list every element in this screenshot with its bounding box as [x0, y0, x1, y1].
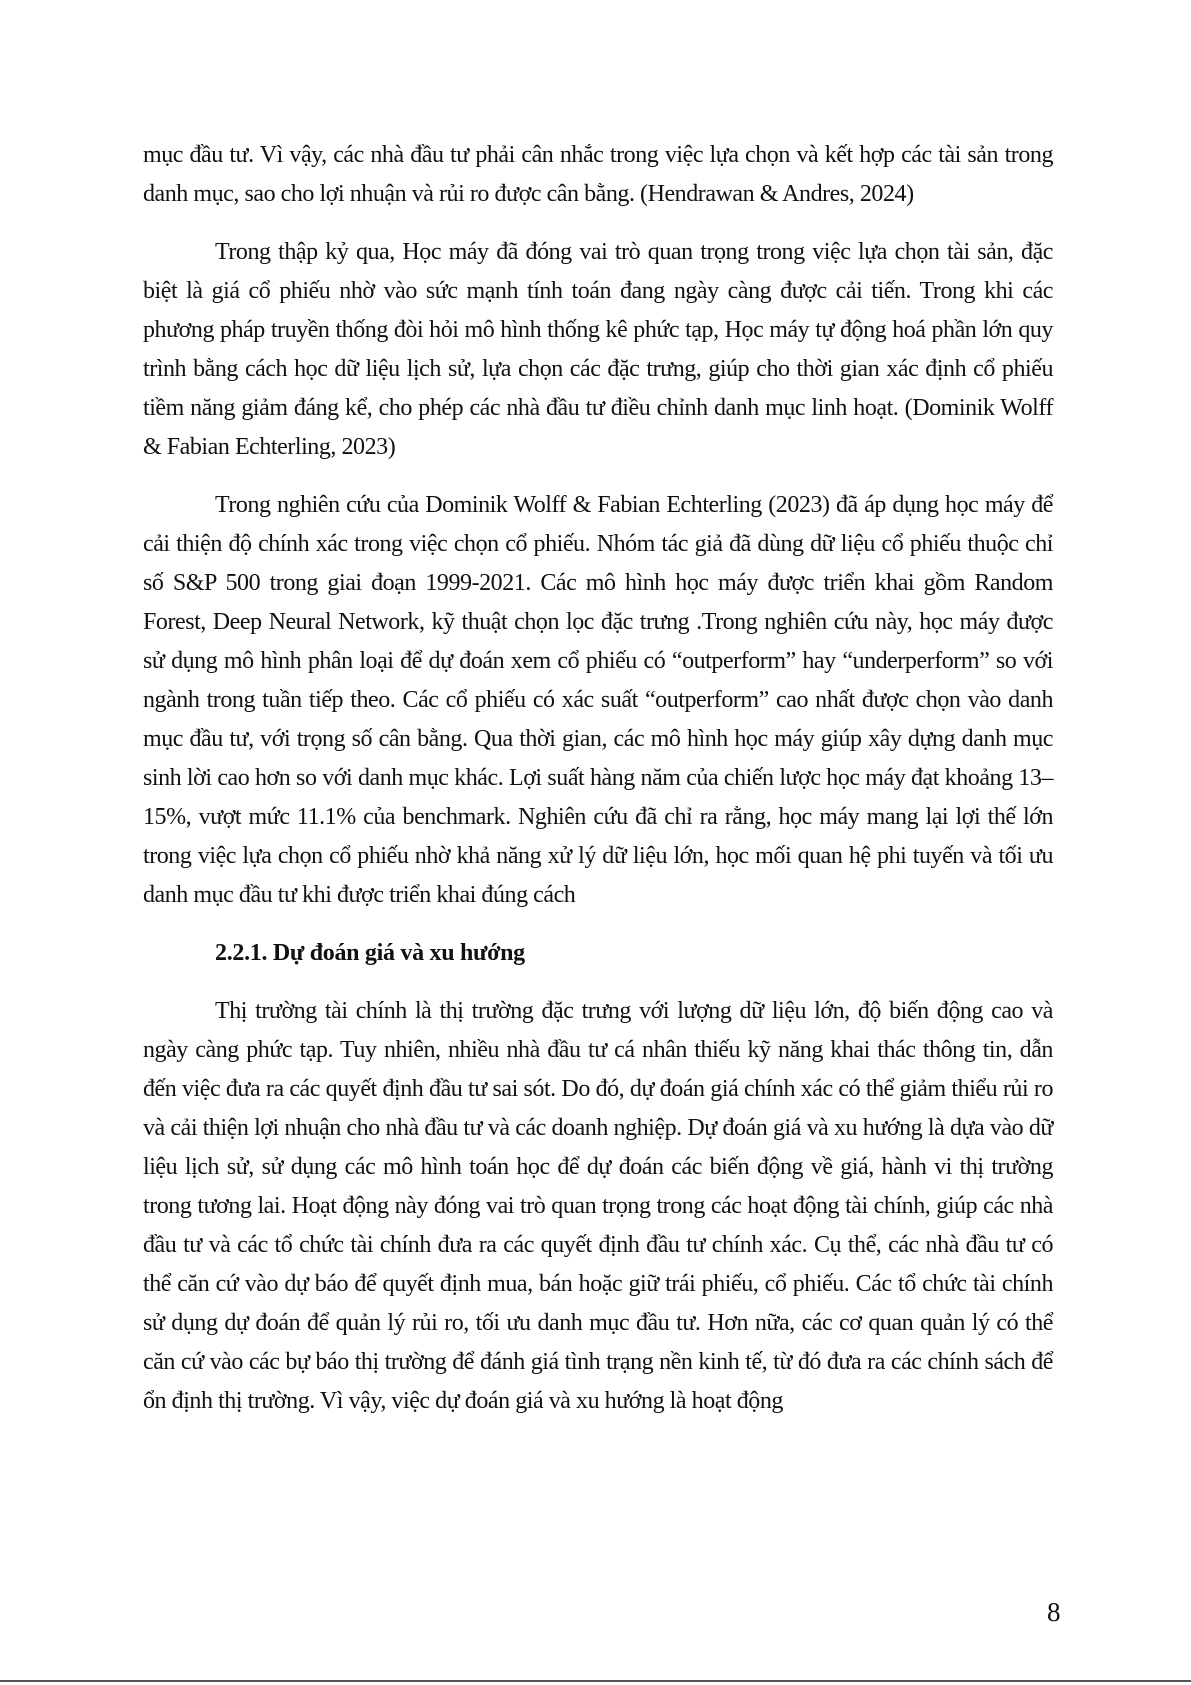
page-number: 8: [1047, 1597, 1061, 1627]
body-text: [143, 136, 1053, 1421]
paragraph-continuation: mục đầu tư. Vì vậy, các nhà đầu tư phải cân nhắc trong việc lựa chọn và kết hợp các tài sản trong danh mục, sao cho lợi nhuận và rủi ro được cân bằng. (Hendrawan & Andres, 2024): [143, 142, 1053, 207]
footer-divider: [0, 1680, 1191, 1682]
paragraph-price-trend-prediction: Thị trường tài chính là thị trường đặc trưng với lượng dữ liệu lớn, độ biến động cao và ngày càng phức tạp. Tuy nhiên, nhiều nhà đầu tư cá nhân thiếu kỹ năng khai thác thông tin, dẫn đến việc đưa ra các quyết định đầu tư sai sót. Do đó, dự đoán giá chính xác có thể giảm thiểu rủi ro và cải thiện lợi nhuận cho nhà đầu tư và các doanh nghiệp. Dự đoán giá và xu hướng là dựa vào dữ liệu lịch sử, sử dụng các mô hình toán học để dự đoán các biến động về giá, hành vi thị trường trong tương lai. Hoạt động này đóng vai trò quan trọng trong các hoạt động tài chính, giúp các nhà đầu tư và các tổ chức tài chính đưa ra các quyết định đầu tư chính xác. Cụ thể, các nhà đầu tư có thể căn cứ vào dự báo để quyết định mua, bán hoặc giữ trái phiếu, cổ phiếu. Các tổ chức tài chính sử dụng dự đoán để quản lý rủi ro, tối ưu danh mục đầu tư. Hơn nữa, các cơ quan quản lý có thể căn cứ vào các bự báo thị trường để đánh giá tình trạng nền kinh tế, từ đó đưa ra các chính sách để ổn định thị trường. Vì vậy, việc dự đoán giá và xu hướng là hoạt động: [143, 998, 1053, 1414]
paragraph-machine-learning-overview: Trong thập kỷ qua, Học máy đã đóng vai trò quan trọng trong việc lựa chọn tài sản, đặc biệt là giá cổ phiếu nhờ vào sức mạnh tính toán đang ngày càng được cải tiến. Trong khi các phương pháp truyền thống đòi hỏi mô hình thống kê phức tạp, Học máy tự động hoá phần lớn quy trình bằng cách học dữ liệu lịch sử, lựa chọn các đặc trưng, giúp cho thời gian xác định cổ phiếu tiềm năng giảm đáng kể, cho phép các nhà đầu tư điều chỉnh danh mục linh hoạt. (Dominik Wolff & Fabian Echterling, 2023): [143, 239, 1053, 460]
paragraph-wolff-echterling-study: Trong nghiên cứu của Dominik Wolff & Fabian Echterling (2023) đã áp dụng học máy để cải thiện độ chính xác trong việc chọn cổ phiếu. Nhóm tác giả đã dùng dữ liệu cổ phiếu thuộc chỉ số S&P 500 trong giai đoạn 1999-2021. Các mô hình học máy được triển khai gồm Random Forest, Deep Neural Network, kỹ thuật chọn lọc đặc trưng .Trong nghiên cứu này, học máy được sử dụng mô hình phân loại để dự đoán xem cổ phiếu có “outperform” hay “underperform” so với ngành trong tuần tiếp theo. Các cổ phiếu có xác suất “outperform” cao nhất được chọn vào danh mục đầu tư, với trọng số cân bằng. Qua thời gian, các mô hình học máy giúp xây dựng danh mục sinh lời cao hơn so với danh mục khác. Lợi suất hàng năm của chiến lược học máy đạt khoảng 13–15%, vượt mức 11.1% của benchmark. Nghiên cứu đã chỉ ra rằng, học máy mang lại lợi thế lớn trong việc lựa chọn cổ phiếu nhờ khả năng xử lý dữ liệu lớn, học mối quan hệ phi tuyến và tối ưu danh mục đầu tư khi được triển khai đúng cách: [143, 492, 1053, 908]
section-heading: 2.2.1. Dự đoán giá và xu hướng: [215, 940, 525, 966]
